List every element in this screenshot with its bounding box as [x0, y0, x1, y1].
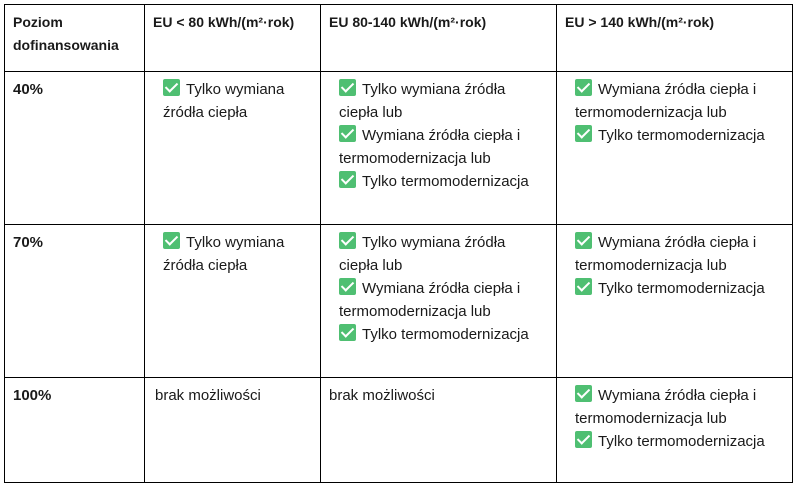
option-item	[329, 277, 548, 323]
table-row	[5, 378, 793, 483]
check-icon	[339, 171, 356, 188]
check-icon	[339, 324, 356, 341]
option-label: Tylko termomodernizacja	[362, 326, 529, 343]
table-row	[5, 225, 793, 378]
option-label: Wymiana źródła ciepła i termomodernizacja lub	[339, 280, 521, 320]
option-item	[329, 170, 548, 193]
option-item	[329, 78, 548, 124]
eu-low-cell	[145, 225, 321, 378]
option-item	[565, 277, 784, 300]
option-label: Tylko wymiana źródła ciepła lub	[339, 81, 506, 121]
check-icon	[339, 79, 356, 96]
header-eu-mid: EU 80-140 kWh/(m²·rok)	[321, 5, 557, 72]
option-item	[153, 78, 312, 124]
eu-mid-cell	[321, 378, 557, 483]
header-eu-low: EU < 80 kWh/(m²·rok)	[145, 5, 321, 72]
header-funding-level: Poziom dofinansowania	[5, 5, 145, 72]
option-label: Tylko termomodernizacja	[362, 173, 529, 190]
option-label: Tylko termomodernizacja	[598, 433, 765, 450]
option-item	[565, 124, 784, 147]
check-icon	[575, 125, 592, 142]
check-icon	[163, 232, 180, 249]
check-icon	[575, 278, 592, 295]
option-item	[565, 231, 784, 277]
option-label: Wymiana źródła ciepła i termomodernizacja lub	[339, 127, 521, 167]
funding-level-cell: 70%	[5, 225, 145, 378]
option-label: Wymiana źródła ciepła i termomodernizacja lub	[575, 387, 757, 427]
funding-table	[4, 4, 793, 483]
option-label: Tylko wymiana źródła ciepła	[163, 81, 285, 121]
check-icon	[339, 278, 356, 295]
eu-high-cell	[557, 225, 793, 378]
option-label: Wymiana źródła ciepła i termomodernizacja lub	[575, 234, 757, 274]
check-icon	[339, 232, 356, 249]
no-option-text: brak możliwości	[329, 387, 435, 404]
option-label: Tylko wymiana źródła ciepła lub	[339, 234, 506, 274]
header-row	[5, 5, 793, 72]
option-label: Tylko termomodernizacja	[598, 280, 765, 297]
option-label: Wymiana źródła ciepła i termomodernizacja lub	[575, 81, 757, 121]
option-label: Tylko wymiana źródła ciepła	[163, 234, 285, 274]
check-icon	[339, 125, 356, 142]
funding-level-cell: 40%	[5, 72, 145, 225]
check-icon	[163, 79, 180, 96]
eu-high-cell	[557, 72, 793, 225]
table-row	[5, 72, 793, 225]
eu-low-cell	[145, 378, 321, 483]
check-icon	[575, 431, 592, 448]
eu-mid-cell	[321, 72, 557, 225]
option-item	[565, 384, 784, 430]
option-item	[565, 430, 784, 453]
funding-level-cell: 100%	[5, 378, 145, 483]
eu-mid-cell	[321, 225, 557, 378]
eu-low-cell	[145, 72, 321, 225]
header-eu-high: EU > 140 kWh/(m²·rok)	[557, 5, 793, 72]
check-icon	[575, 232, 592, 249]
option-item	[329, 231, 548, 277]
eu-high-cell	[557, 378, 793, 483]
option-item	[329, 323, 548, 346]
option-label: Tylko termomodernizacja	[598, 127, 765, 144]
no-option-text: brak możliwości	[155, 387, 261, 404]
option-item	[153, 231, 312, 277]
check-icon	[575, 385, 592, 402]
check-icon	[575, 79, 592, 96]
option-item	[565, 78, 784, 124]
option-item	[329, 124, 548, 170]
